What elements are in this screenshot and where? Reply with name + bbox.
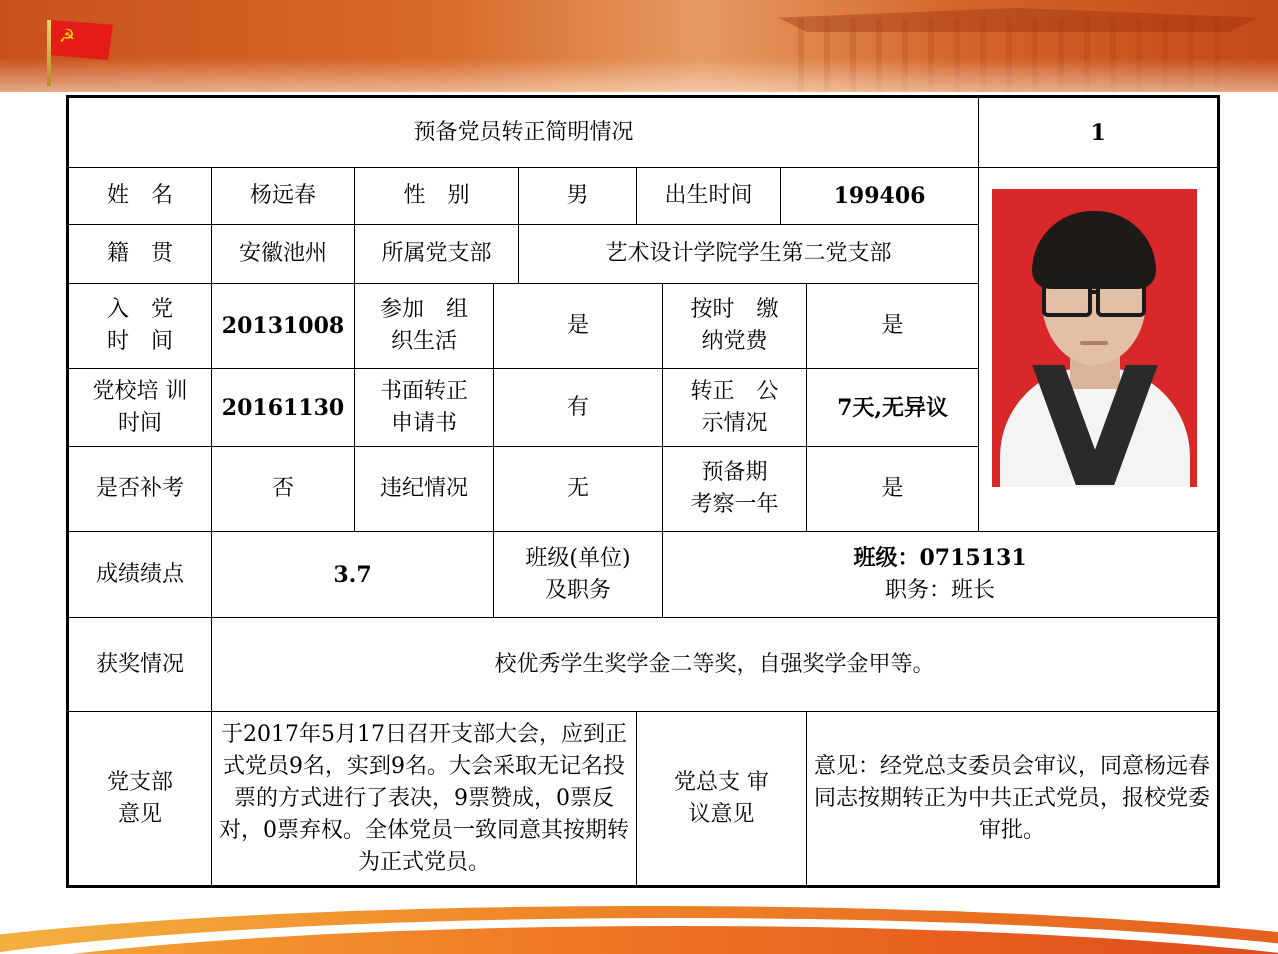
branch-value: 艺术设计学院学生第二党支部 xyxy=(519,225,979,284)
org-life-label: 参加 组 织生活 xyxy=(355,284,494,369)
general-branch-opinion-value: 意见：经党总支委员会审议，同意杨远春同志按期转正为中共正式党员，报校党委审批。 xyxy=(807,712,1219,887)
dues-value: 是 xyxy=(807,284,979,369)
probation-summary-table xyxy=(66,95,1220,888)
title-row xyxy=(68,97,1219,168)
branch-opinion-label: 党支部 意见 xyxy=(68,712,212,887)
table-row xyxy=(68,712,1219,887)
page-number: 1 xyxy=(979,97,1219,168)
banner-fade xyxy=(0,58,1278,92)
birth-label: 出生时间 xyxy=(637,168,781,225)
bottom-banner xyxy=(0,900,1278,954)
training-label: 党校培 训 时间 xyxy=(68,369,212,447)
photo-cell xyxy=(979,168,1219,532)
dues-label: 按时 缴 纳党费 xyxy=(663,284,807,369)
table-row xyxy=(68,618,1219,712)
gender-value: 男 xyxy=(519,168,637,225)
awards-label: 获奖情况 xyxy=(68,618,212,712)
application-label: 书面转正 申请书 xyxy=(355,369,494,447)
training-value: 20161130 xyxy=(212,369,355,447)
hammer-sickle-icon: ☭ xyxy=(58,26,76,47)
publicity-value: 7天,无异议 xyxy=(807,369,979,447)
top-banner xyxy=(0,0,1278,92)
discipline-label: 违纪情况 xyxy=(355,447,494,532)
application-value: 有 xyxy=(494,369,663,447)
gpa-value: 3.7 xyxy=(212,532,494,618)
member-photo xyxy=(992,189,1197,487)
name-label: 姓 名 xyxy=(68,168,212,225)
discipline-value: 无 xyxy=(494,447,663,532)
join-date-value: 20131008 xyxy=(212,284,355,369)
awards-value: 校优秀学生奖学金二等奖，自强奖学金甲等。 xyxy=(212,618,1219,712)
name-value: 杨远春 xyxy=(212,168,355,225)
publicity-label: 转正 公 示情况 xyxy=(663,369,807,447)
class-position-value: 班级：0715131 职务：班长 xyxy=(663,532,1219,618)
flag-pole xyxy=(47,20,51,86)
branch-opinion-value: 于2017年5月17日召开支部大会，应到正式党员9名，实到9名。大会采取无记名投票的方式进行了表决，9票赞成，0票反对，0票弃权。全体党员一致同意其按期转为正式党员。 xyxy=(212,712,637,887)
birth-value: 199406 xyxy=(781,168,979,225)
origin-label: 籍 贯 xyxy=(68,225,212,284)
org-life-value: 是 xyxy=(494,284,663,369)
probation-label: 预备期 考察一年 xyxy=(663,447,807,532)
gpa-label: 成绩绩点 xyxy=(68,532,212,618)
probation-value: 是 xyxy=(807,447,979,532)
gender-label: 性 别 xyxy=(355,168,519,225)
join-date-label: 入 党 时 间 xyxy=(68,284,212,369)
page-title: 预备党员转正简明情况 xyxy=(68,97,979,168)
table-row xyxy=(68,168,1219,225)
general-branch-opinion-label: 党总支 审 议意见 xyxy=(637,712,807,887)
retest-value: 否 xyxy=(212,447,355,532)
table-row xyxy=(68,532,1219,618)
origin-value: 安徽池州 xyxy=(212,225,355,284)
branch-label: 所属党支部 xyxy=(355,225,519,284)
class-position-label: 班级(单位) 及职务 xyxy=(494,532,663,618)
retest-label: 是否补考 xyxy=(68,447,212,532)
